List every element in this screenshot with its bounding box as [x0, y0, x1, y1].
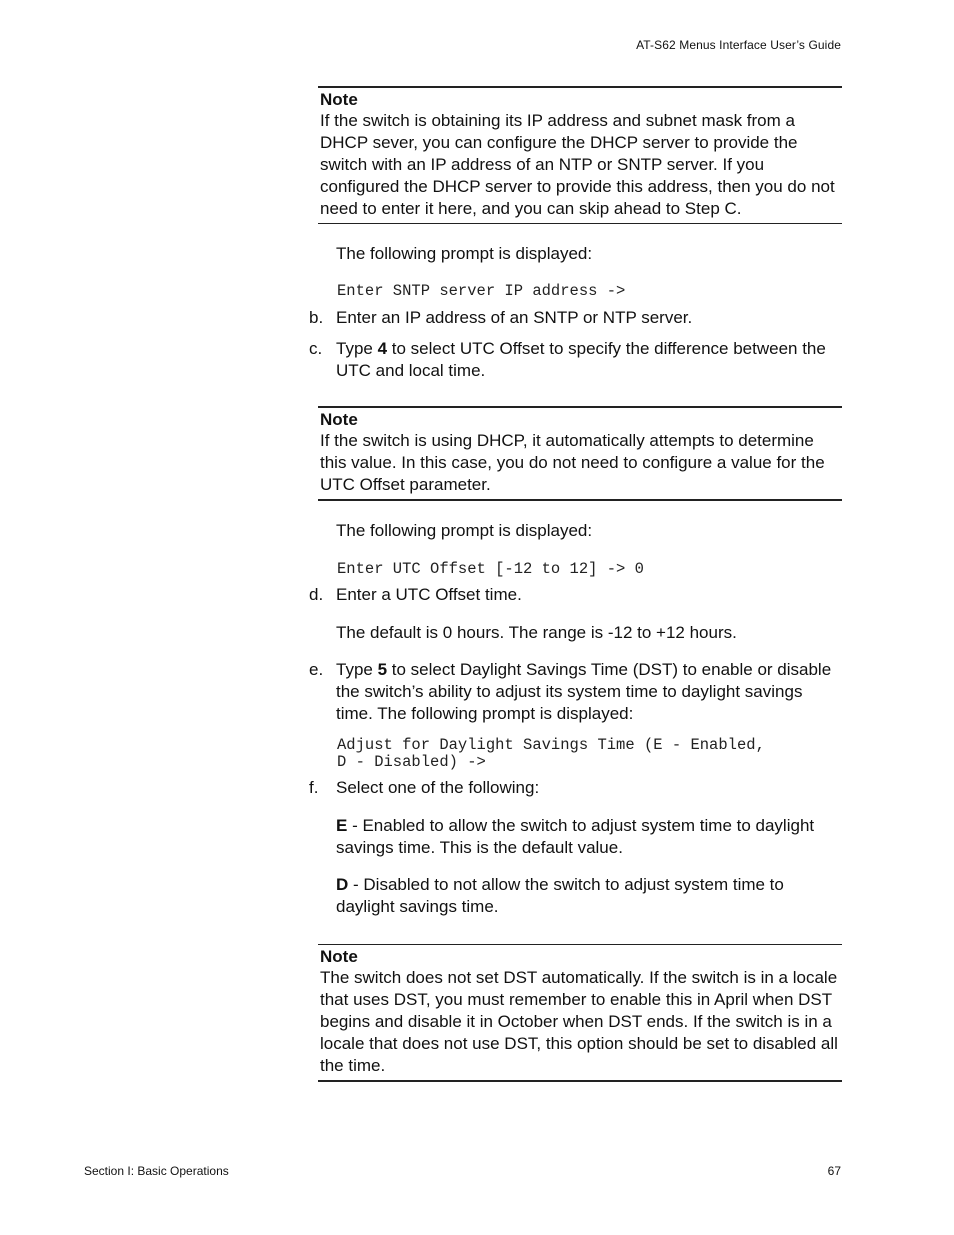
step-e: [309, 659, 842, 725]
note-title: Note: [320, 410, 358, 429]
option-enabled: E - Enabled to allow the switch to adjust system time to daylight savings time. This is the default value.: [336, 816, 815, 857]
step-text: Enter an IP address of an SNTP or NTP server.: [336, 308, 693, 327]
code-prompt-utc: Enter UTC Offset [-12 to 12] -> 0: [337, 560, 644, 578]
step-d: [309, 584, 842, 606]
prompt-intro: The following prompt is displayed:: [336, 244, 593, 263]
key-5: 5: [377, 660, 388, 679]
step-f: [309, 777, 842, 799]
option-disabled: D - Disabled to not allow the switch to adjust system time to daylight savings time.: [336, 875, 784, 916]
note-body: If the switch is using DHCP, it automatically attempts to determine this value. In this case, you do not need to configure a value for the UTC Offset parameter.: [320, 431, 825, 494]
note-title: Note: [320, 947, 358, 966]
step-label: f.: [309, 778, 319, 797]
step-label: c.: [309, 339, 323, 358]
step-label: b.: [309, 308, 324, 327]
step-text: Select one of the following:: [336, 778, 540, 797]
note-body: The switch does not set DST automatically. If the switch is in a locale that uses DST, you must remember to enable this in April when DST begins and disable it in October when DST ends. If the switch is in a locale that does not use DST, this option should be set to disabled all the time.: [320, 968, 838, 1075]
page-number: 67: [827, 1164, 841, 1178]
running-header: AT-S62 Menus Interface User’s Guide: [636, 38, 841, 52]
option-key: E: [336, 816, 348, 835]
step-text: Enter a UTC Offset time.: [336, 585, 522, 604]
step-text: Type 4 to select UTC Offset to specify the difference between the UTC and local time.: [336, 339, 826, 380]
step-label: e.: [309, 660, 324, 679]
step-b: [309, 307, 842, 329]
note-box-dhcp: [318, 406, 842, 501]
note-box-dst: [318, 944, 842, 1082]
key-4: 4: [377, 339, 388, 358]
prompt-intro: The following prompt is displayed:: [336, 521, 593, 540]
step-c: [309, 338, 842, 382]
default-range-text: The default is 0 hours. The range is -12 to +12 hours.: [336, 623, 737, 642]
code-prompt-sntp: Enter SNTP server IP address ->: [337, 282, 626, 300]
code-prompt-dst: Adjust for Daylight Savings Time (E - Enabled, D - Disabled) ->: [337, 736, 765, 771]
step-text: Type 5 to select Daylight Savings Time (DST) to enable or disable the switch’s ability to adjust its system time to daylight savings time. The following prompt is displayed:: [336, 660, 832, 723]
footer-section: Section I: Basic Operations: [84, 1164, 229, 1178]
note-body: If the switch is obtaining its IP address and subnet mask from a DHCP sever, you can configure the DHCP server to provide the switch with an IP address of an NTP or SNTP server. If you configured the DHCP server to provide this address, then you do not need to enter it here, and you can skip ahead to Step C.: [320, 111, 835, 218]
step-label: d.: [309, 585, 324, 604]
option-key: D: [336, 875, 349, 894]
note-title: Note: [320, 90, 358, 109]
note-box-sntp: [318, 86, 842, 224]
